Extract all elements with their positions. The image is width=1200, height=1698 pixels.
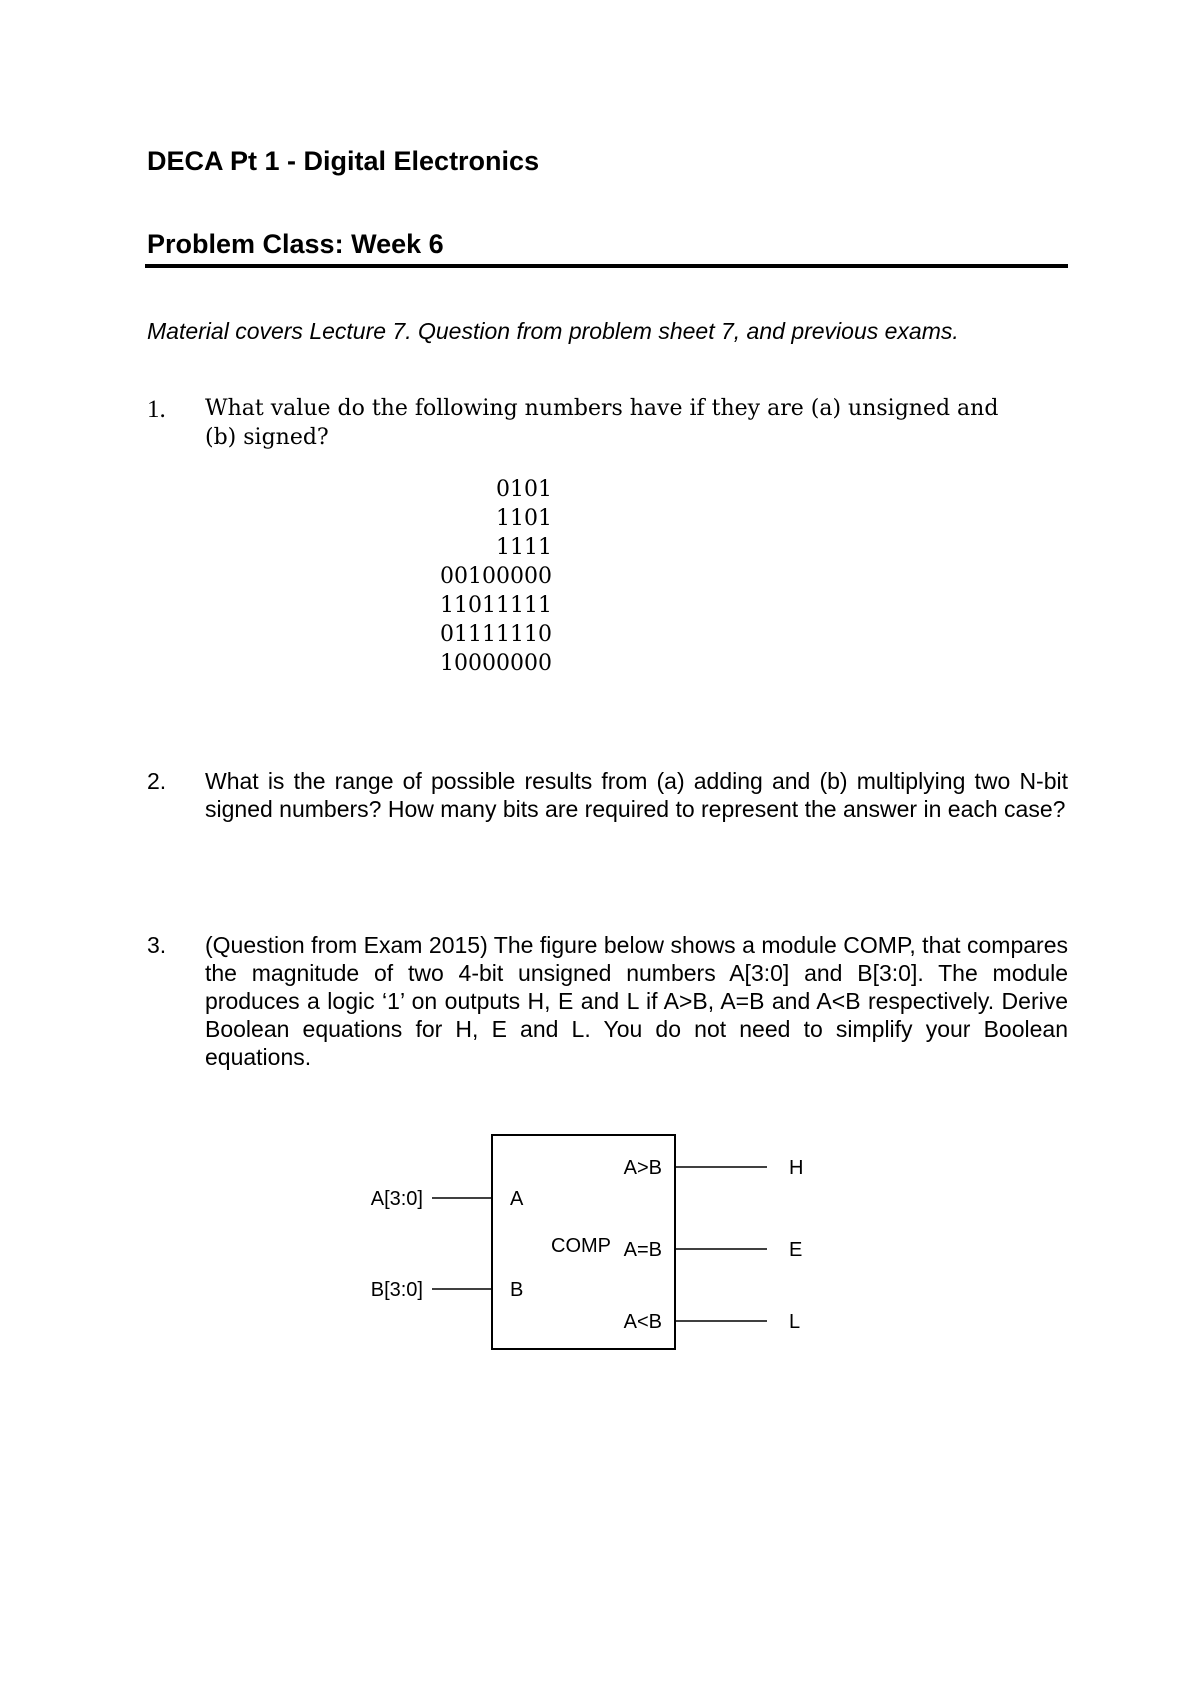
question-2-number: 2.: [147, 768, 167, 794]
binary-number: 1111: [496, 535, 552, 560]
input-signal-b-label: B[3:0]: [370, 1279, 423, 1301]
port-aeqb-label: A=B: [623, 1239, 662, 1261]
question-1-number: 1.: [147, 396, 166, 423]
module-name-label: COMP: [551, 1235, 611, 1257]
question-2-text: What is the range of possible results from (a) adding and (b) multiplying two N-bit signed numbers? How many bits are required to represent the answer in each case?: [205, 768, 1068, 822]
binary-number: 11011111: [440, 593, 552, 618]
port-a-label: A: [510, 1188, 524, 1210]
intro-text: Material covers Lecture 7. Question from problem sheet 7, and previous exams.: [147, 318, 959, 344]
binary-number: 0101: [496, 477, 552, 502]
binary-number-list: [400, 475, 552, 678]
page-title: DECA Pt 1 - Digital Electronics: [147, 146, 540, 176]
binary-number: 1101: [496, 506, 552, 531]
header-divider: [145, 264, 1068, 268]
comp-module-diagram: [355, 1125, 825, 1365]
question-3-number: 3.: [147, 932, 167, 958]
output-signal-h-label: H: [789, 1157, 804, 1179]
binary-number: 00100000: [440, 564, 552, 589]
question-3-text: (Question from Exam 2015) The figure below shows a module COMP, that compares the magnitude of two 4-bit unsigned numbers A[3:0] and B[3:0]. The module produces a logic ‘1’ on outputs H, E and L if A>B, A=B and A<B respectively. Derive Boolean equations for H, E and L. You do not need to simplify your Boolean equations.: [205, 932, 1068, 1070]
port-b-label: B: [510, 1279, 524, 1301]
page-subtitle: Problem Class: Week 6: [147, 229, 444, 259]
output-signal-l-label: L: [789, 1311, 801, 1333]
port-altb-label: A<B: [623, 1311, 662, 1333]
binary-number: 10000000: [440, 651, 552, 676]
question-1-text: What value do the following numbers have if they are (a) unsigned and (b) signed?: [205, 396, 999, 450]
port-agtb-label: A>B: [623, 1157, 662, 1179]
input-signal-a-label: A[3:0]: [370, 1188, 423, 1210]
binary-number: 01111110: [440, 622, 552, 647]
output-signal-e-label: E: [789, 1239, 803, 1261]
